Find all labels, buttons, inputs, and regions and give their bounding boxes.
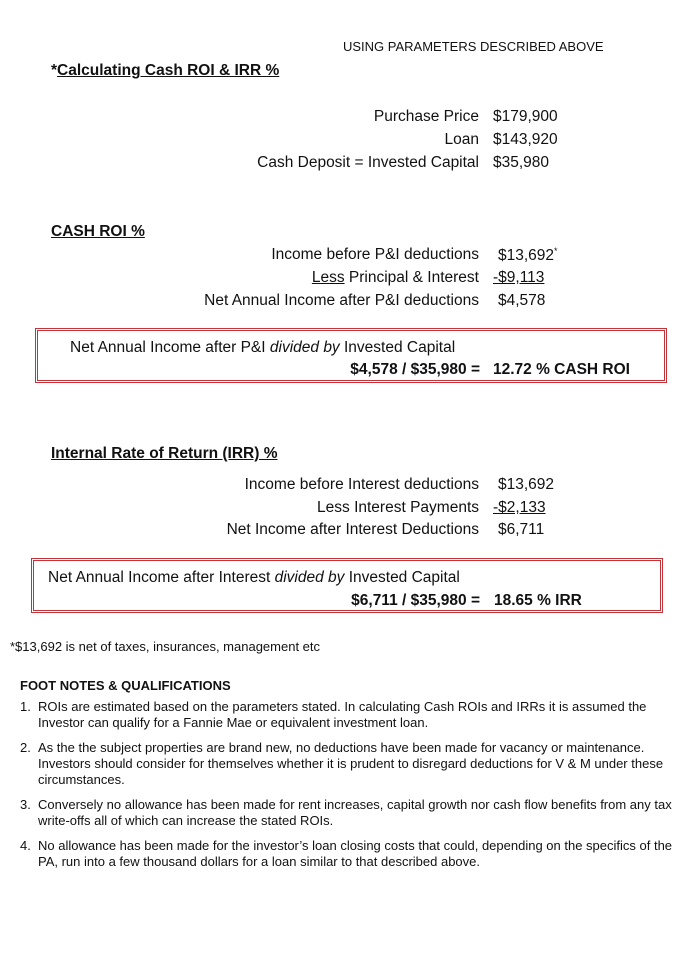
cash-roi-income-amount: $13,692 bbox=[498, 247, 555, 265]
purchase-price-value: $179,900 bbox=[493, 108, 558, 125]
cash-roi-box-calc: $4,578 / $35,980 = bbox=[350, 361, 480, 378]
irr-box-formula bbox=[48, 569, 460, 587]
footnote-number: 1. bbox=[20, 699, 31, 714]
cash-roi-box-formula bbox=[70, 339, 455, 357]
cash-roi-box-formula-a: Net Annual Income after P&I bbox=[70, 339, 270, 356]
irr-box-formula-c: Invested Capital bbox=[344, 569, 460, 586]
main-title bbox=[51, 62, 279, 80]
footnote-number: 4. bbox=[20, 838, 31, 853]
cash-roi-box-formula-b: divided by bbox=[269, 339, 340, 356]
footnote-text: Conversely no allowance has been made for rent increases, capital growth nor cash flow benefits from any tax write-offs all of which can increase the stated ROIs. bbox=[38, 797, 672, 828]
main-title-text: Calculating Cash ROI & IRR % bbox=[57, 62, 280, 79]
cash-roi-less-label bbox=[312, 269, 479, 287]
cash-roi-less-value: -$9,113 bbox=[493, 269, 545, 286]
irr-income-value: $13,692 bbox=[498, 476, 555, 493]
purchase-price-label: Purchase Price bbox=[373, 108, 479, 125]
cash-roi-less-text: Principal & Interest bbox=[344, 269, 479, 286]
footnote-item bbox=[20, 699, 678, 731]
header-note: USING PARAMETERS DESCRIBED ABOVE bbox=[343, 39, 604, 54]
main-title-prefix: * bbox=[51, 62, 58, 79]
cash-roi-heading: CASH ROI % bbox=[51, 223, 145, 240]
asterisk-note: *$13,692 is net of taxes, insurances, management etc bbox=[10, 639, 321, 654]
footnote-item bbox=[20, 797, 678, 829]
cash-roi-box-result: 12.72 % CASH ROI bbox=[493, 361, 630, 378]
irr-income-label: Income before Interest deductions bbox=[244, 476, 479, 493]
irr-heading: Internal Rate of Return (IRR) % bbox=[51, 445, 278, 462]
footnote-item bbox=[20, 740, 678, 788]
cash-roi-result-box bbox=[35, 328, 667, 383]
footnote-item bbox=[20, 838, 678, 870]
irr-less-value: -$2,133 bbox=[493, 499, 546, 516]
footnote-text: ROIs are estimated based on the parameters stated. In calculating Cash ROIs and IRRs it is assumed the Investor can qualify for a Fannie Mae or equivalent investment loan. bbox=[38, 699, 647, 730]
loan-label: Loan bbox=[444, 131, 479, 148]
cash-roi-net-value: $4,578 bbox=[498, 292, 546, 309]
irr-net-value: $6,711 bbox=[498, 521, 545, 538]
footnote-number: 2. bbox=[20, 740, 31, 755]
irr-box-formula-b: divided by bbox=[274, 569, 345, 586]
irr-box-calc: $6,711 / $35,980 = bbox=[351, 592, 480, 609]
irr-box-formula-a: Net Annual Income after Interest bbox=[48, 569, 275, 586]
cash-deposit-label: Cash Deposit = Invested Capital bbox=[257, 154, 479, 171]
cash-deposit-value: $35,980 bbox=[493, 154, 550, 171]
footnote-number: 3. bbox=[20, 797, 31, 812]
cash-roi-income-mark: * bbox=[554, 246, 558, 256]
irr-result-box bbox=[31, 558, 663, 613]
footnote-text: No allowance has been made for the investor’s loan closing costs that could, depending on the specifics of the PA, run into a few thousand dollars for a loan similar to that described above. bbox=[38, 838, 673, 869]
irr-less-label: Less Interest Payments bbox=[317, 499, 479, 516]
cash-roi-net-label: Net Annual Income after P&I deductions bbox=[204, 292, 479, 309]
irr-box-result: 18.65 % IRR bbox=[494, 592, 582, 609]
irr-net-label: Net Income after Interest Deductions bbox=[226, 521, 479, 538]
cash-roi-box-formula-c: Invested Capital bbox=[339, 339, 456, 356]
footnotes-list bbox=[20, 699, 678, 879]
footnotes-title: FOOT NOTES & QUALIFICATIONS bbox=[20, 678, 231, 693]
cash-roi-less-prefix: Less bbox=[311, 269, 345, 286]
cash-roi-income-label: Income before P&I deductions bbox=[271, 246, 479, 263]
loan-value: $143,920 bbox=[493, 131, 558, 148]
footnote-text: As the the subject properties are brand new, no deductions have been made for vacancy or maintenance. Investors should consider for themselves whether it is prudent to disregard deductions for V & M under these circumstances. bbox=[38, 740, 664, 787]
cash-roi-income-value bbox=[498, 246, 558, 265]
